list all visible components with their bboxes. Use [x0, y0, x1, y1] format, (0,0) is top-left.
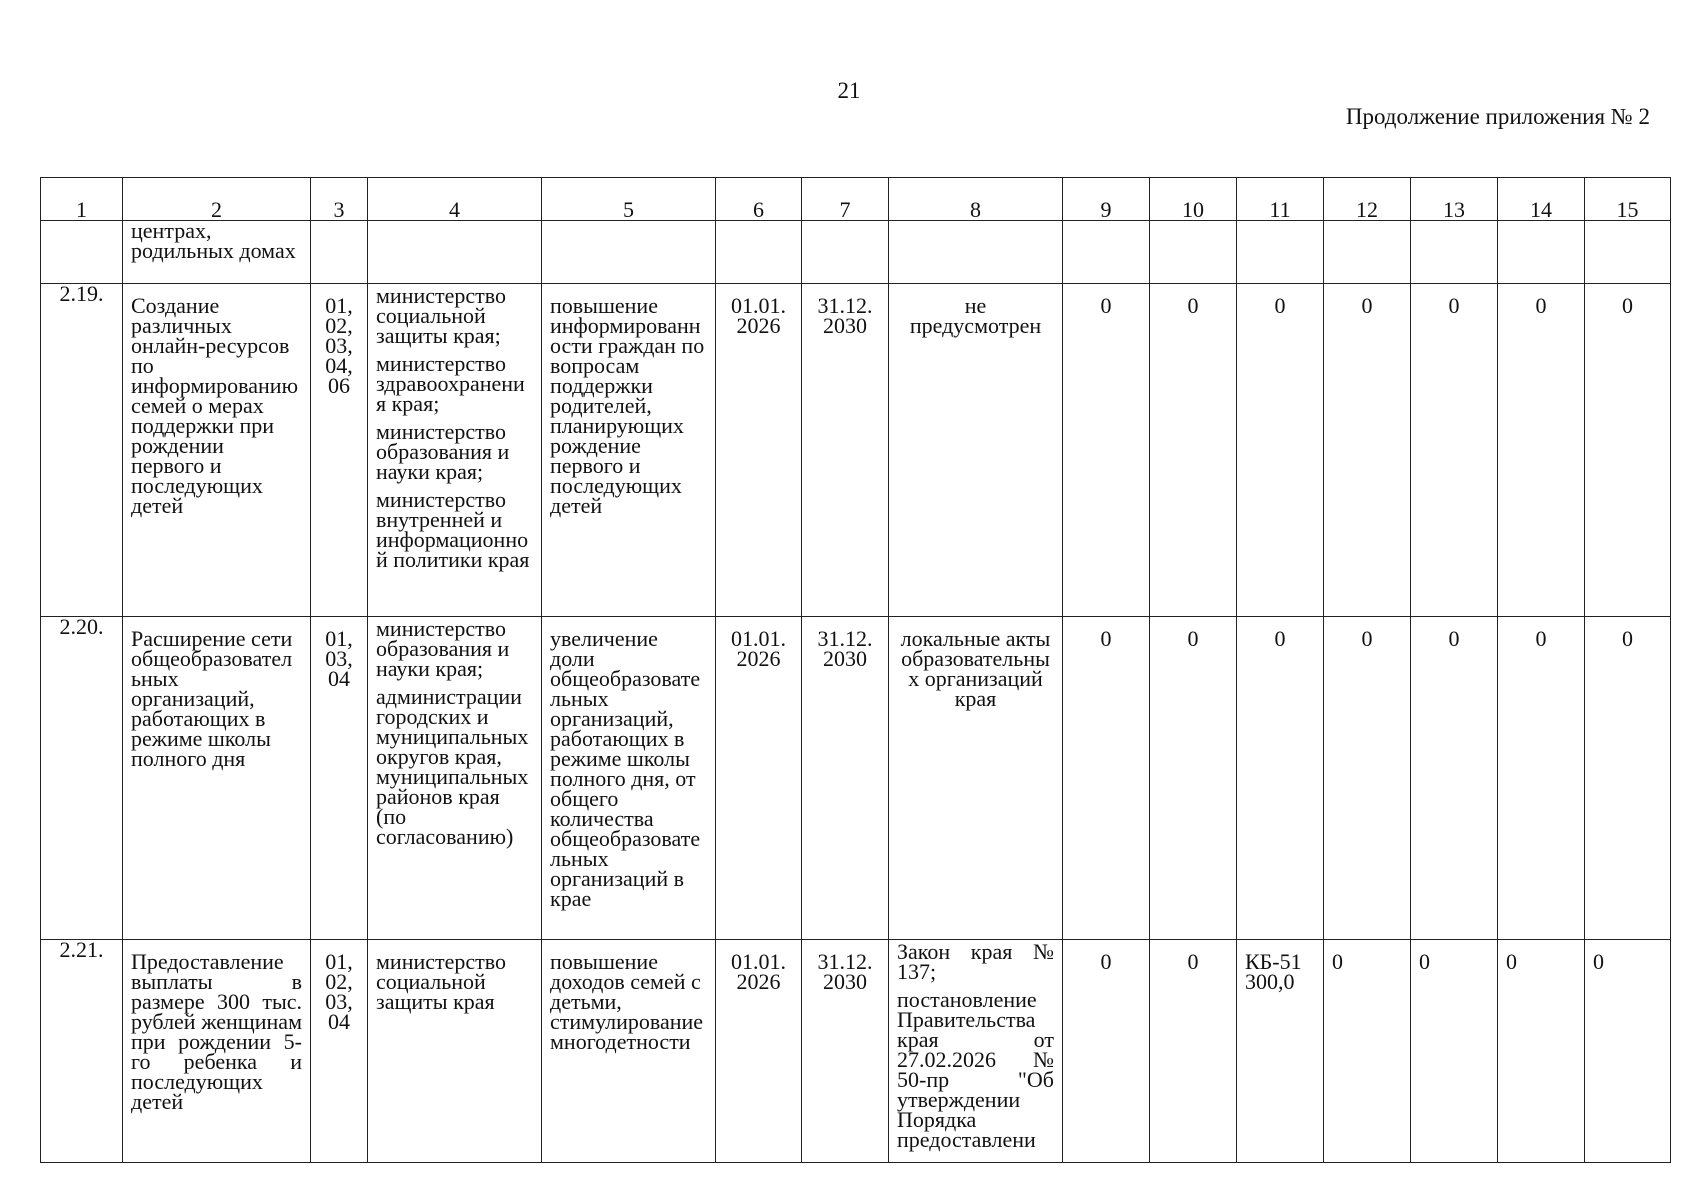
value-cell: 0 [1150, 617, 1237, 940]
value-cell: 0 [1585, 940, 1671, 1163]
measure-name: Создание различных онлайн-ресурсов по информированию семей о мерах поддержки при рождении первого и последующих детей [123, 284, 311, 617]
carry-over-text: центрах, родильных домах [123, 221, 311, 284]
column-header: 5 [542, 178, 716, 221]
column-header: 11 [1237, 178, 1324, 221]
measure-name: Расширение сети общеобразовательных организаций, работающих в режиме школы полного дня [123, 617, 311, 940]
column-header: 1 [41, 178, 123, 221]
row-number: 2.20. [41, 617, 123, 940]
column-header: 13 [1411, 178, 1498, 221]
value-cell: 0 [1411, 284, 1498, 617]
column-header: 6 [716, 178, 802, 221]
expected-result: увеличение доли общеобразовательных организаций, работающих в режиме школы полного дня, от общего количества общеобразовательных организаций в крае [542, 617, 716, 940]
column-header: 7 [802, 178, 889, 221]
regulatory-doc: постановление Правительства края от 27.02.2026 № 50-пр "Об утверждении Порядка предоставлени [897, 987, 1054, 1152]
column-number-header-row [41, 178, 1671, 221]
task-codes: 01, 03, 04 [311, 617, 368, 940]
start-date: 01.01. 2026 [716, 940, 802, 1163]
value-cell: 0 [1150, 940, 1237, 1163]
measure-name: Предоставление выплаты в размере 300 тыс. рублей женщинам при рождении 5-го ребенка и последующих детей [123, 940, 311, 1163]
value-cell: 0 [1411, 617, 1498, 940]
start-date: 01.01. 2026 [716, 284, 802, 617]
expected-result: повышение информированности граждан по вопросам поддержки родителей, планирующих рождение первого и последующих детей [542, 284, 716, 617]
column-header: 8 [889, 178, 1063, 221]
executors-cell [368, 284, 542, 617]
value-cell: 0 [1411, 940, 1498, 1163]
column-header: 2 [123, 178, 311, 221]
value-cell: 0 [1324, 940, 1411, 1163]
value-cell: 0 [1585, 617, 1671, 940]
expected-result: повышение доходов семей с детьми, стимулирование многодетности [542, 940, 716, 1163]
value-cell: 0 [1237, 284, 1324, 617]
carry-over-row [41, 221, 1671, 284]
executor: администрации городских и муниципальных округов края, муниципальных районов края (по согласованию) [376, 684, 529, 849]
task-codes: 01, 02, 03, 04 [311, 940, 368, 1163]
page-number: 21 [837, 78, 861, 103]
executor: министерство образования и науки края; [376, 616, 510, 681]
column-header: 4 [368, 178, 542, 221]
row-number: 2.21. [41, 940, 123, 1163]
value-cell: 0 [1498, 940, 1585, 1163]
value-cell: 0 [1498, 617, 1585, 940]
value-cell: 0 [1237, 617, 1324, 940]
value-cell: 0 [1150, 284, 1237, 617]
executor: министерство здравоохранения края; [376, 351, 525, 416]
measures-table [40, 177, 1671, 1163]
table-row [41, 617, 1671, 940]
column-header: 15 [1585, 178, 1671, 221]
end-date: 31.12. 2030 [802, 284, 889, 617]
end-date: 31.12. 2030 [802, 617, 889, 940]
value-cell: 0 [1063, 940, 1150, 1163]
executor: министерство социальной защиты края; [376, 283, 507, 348]
value-cell: 0 [1063, 617, 1150, 940]
end-date: 31.12. 2030 [802, 940, 889, 1163]
value-cell: 0 [1324, 284, 1411, 617]
start-date: 01.01. 2026 [716, 617, 802, 940]
column-header: 12 [1324, 178, 1411, 221]
column-header: 10 [1150, 178, 1237, 221]
regulatory-doc: Закон края № 137; [897, 939, 1054, 984]
value-cell: 0 [1063, 284, 1150, 617]
regulatory-docs [889, 940, 1063, 1163]
table-row [41, 284, 1671, 617]
row-number: 2.19. [41, 284, 123, 617]
value-cell: 0 [1585, 284, 1671, 617]
regulatory-docs: не предусмотрен [889, 284, 1063, 617]
column-header: 3 [311, 178, 368, 221]
executor: министерство внутренней и информационной политики края [376, 487, 530, 572]
column-header: 9 [1063, 178, 1150, 221]
value-cell: КБ-51 300,0 [1237, 940, 1324, 1163]
executor: министерство образования и науки края; [376, 419, 510, 484]
table-row [41, 940, 1671, 1163]
executors-cell [368, 940, 542, 1163]
executors-cell [368, 617, 542, 940]
appendix-continuation-label: Продолжение приложения № 2 [1345, 104, 1650, 129]
regulatory-docs: локальные акты образовательных организаций края [889, 617, 1063, 940]
value-cell: 0 [1498, 284, 1585, 617]
executor: министерство социальной защиты края [376, 949, 507, 1014]
value-cell: 0 [1324, 617, 1411, 940]
task-codes: 01, 02, 03, 04, 06 [311, 284, 368, 617]
column-header: 14 [1498, 178, 1585, 221]
